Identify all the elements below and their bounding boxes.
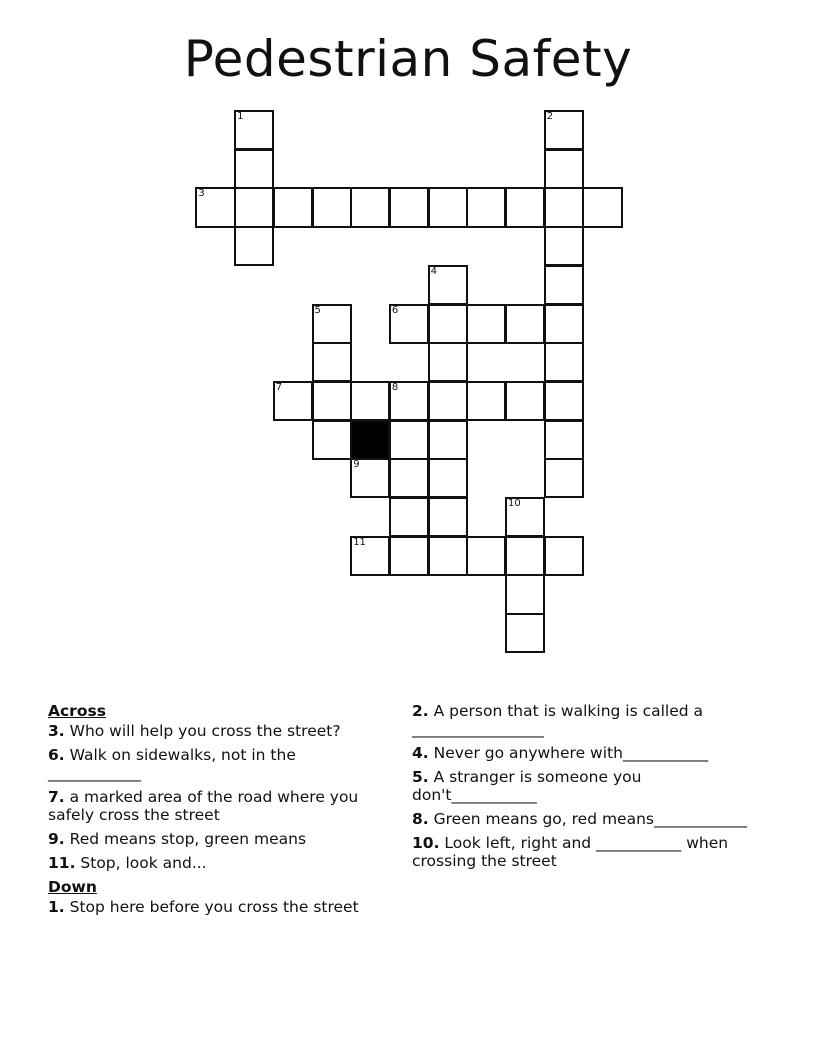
clue-text: Red means stop, green means [69, 830, 307, 848]
clue-number: 7. [48, 788, 65, 806]
crossword-cell[interactable] [273, 187, 313, 227]
crossword-cell[interactable] [544, 265, 584, 305]
clues-left-column [48, 702, 393, 922]
crossword-cell[interactable] [350, 187, 390, 227]
crossword-cell[interactable] [544, 381, 584, 421]
crossword-cell[interactable] [312, 187, 352, 227]
clue-item [412, 810, 762, 828]
clue-text: a marked area of the road where you safely cross the street [48, 788, 359, 824]
crossword-cell[interactable] [544, 304, 584, 344]
clue-number-label: 8 [391, 381, 399, 393]
crossword-cell[interactable] [544, 536, 584, 576]
clue-number: 5. [412, 768, 429, 786]
clue-number-label: 2 [546, 111, 554, 122]
across-heading: Across [48, 702, 106, 720]
clue-number-label: 10 [508, 498, 521, 509]
clue-number: 10. [412, 834, 440, 852]
clue-number: 2. [412, 702, 429, 720]
crossword-cell[interactable] [505, 574, 545, 614]
clue-number-label: 4 [430, 265, 437, 277]
clue-text: Who will help you cross the street? [69, 722, 341, 740]
clue-number-label: 1 [237, 111, 244, 122]
crossword-cell[interactable] [428, 497, 468, 537]
down-heading: Down [48, 878, 97, 896]
clue-text: Walk on sidewalks, not in the ____________ [48, 746, 296, 782]
clue-number: 4. [412, 744, 429, 762]
clue-number: 3. [48, 722, 65, 740]
crossword-cell[interactable] [505, 613, 545, 653]
crossword-cell[interactable] [428, 381, 468, 421]
crossword-cell[interactable] [312, 420, 352, 460]
crossword-cell[interactable] [428, 304, 468, 344]
clue-number-label: 11 [353, 536, 366, 548]
clue-item [412, 768, 762, 804]
clue-number: 6. [48, 746, 65, 764]
clues-right-column [412, 702, 762, 876]
crossword-cell[interactable] [466, 304, 506, 344]
page-title: Pedestrian Safety [183, 30, 633, 88]
clue-number: 11. [48, 854, 76, 872]
clue-item [412, 702, 762, 738]
crossword-cell[interactable] [389, 458, 429, 498]
crossword-cell[interactable] [582, 187, 622, 227]
clue-text: Green means go, red means____________ [433, 810, 747, 828]
crossword-cell[interactable] [505, 187, 545, 227]
clue-item [412, 744, 762, 762]
crossword-cell[interactable] [428, 342, 468, 382]
crossword-cell[interactable] [544, 342, 584, 382]
crossword-cell[interactable] [544, 420, 584, 460]
crossword-cell[interactable] [350, 381, 390, 421]
crossword-cell[interactable] [428, 536, 468, 576]
crossword-cell[interactable] [389, 497, 429, 537]
crossword-cell[interactable] [544, 226, 584, 266]
crossword-cell[interactable] [544, 187, 584, 227]
crossword-cell[interactable] [505, 536, 545, 576]
crossword-cell[interactable] [312, 342, 352, 382]
crossword-cell[interactable] [428, 420, 468, 460]
crossword-cell[interactable] [505, 304, 545, 344]
clue-number: 8. [412, 810, 429, 828]
clue-item [48, 898, 393, 916]
crossword-cell[interactable] [234, 149, 274, 189]
crossword-cell[interactable] [466, 381, 506, 421]
crossword-cell[interactable] [312, 381, 352, 421]
clue-item [48, 746, 393, 782]
crossword-cell[interactable] [389, 187, 429, 227]
clue-item [412, 834, 762, 870]
clue-text: Stop here before you cross the street [69, 898, 359, 916]
crossword-cell[interactable] [466, 536, 506, 576]
clue-number-label: 7 [275, 381, 283, 393]
crossword-cell[interactable] [428, 187, 468, 227]
clue-text: A person that is walking is called a _________________ [412, 702, 704, 738]
clue-number-label: 5 [314, 304, 321, 316]
clue-number: 1. [48, 898, 65, 916]
crossword-cell[interactable] [389, 536, 429, 576]
crossword-cell[interactable] [466, 187, 506, 227]
crossword-cell[interactable] [234, 187, 274, 227]
down-clue-list-continued [412, 702, 762, 870]
clue-number-label: 3 [198, 188, 205, 200]
crossword-block [350, 420, 390, 460]
crossword-cell[interactable] [544, 149, 584, 189]
clue-text: A stranger is someone you don't___________ [412, 768, 642, 804]
down-clue-list [48, 898, 393, 916]
clue-item [48, 722, 393, 740]
crossword-cell[interactable] [505, 381, 545, 421]
crossword-cell[interactable] [389, 420, 429, 460]
clue-number-label: 9 [353, 459, 360, 471]
across-clue-list [48, 722, 393, 872]
clue-item [48, 788, 393, 824]
clue-item [48, 854, 393, 872]
clue-number: 9. [48, 830, 65, 848]
clue-item [48, 830, 393, 848]
clue-text: Stop, look and... [80, 854, 207, 872]
crossword-cell[interactable] [428, 458, 468, 498]
clue-number-label: 6 [391, 304, 399, 316]
crossword-cell[interactable] [234, 226, 274, 266]
clue-text: Never go anywhere with___________ [433, 744, 709, 762]
clue-text: Look left, right and ___________ when crossing the street [412, 834, 729, 870]
crossword-cell[interactable] [544, 458, 584, 498]
